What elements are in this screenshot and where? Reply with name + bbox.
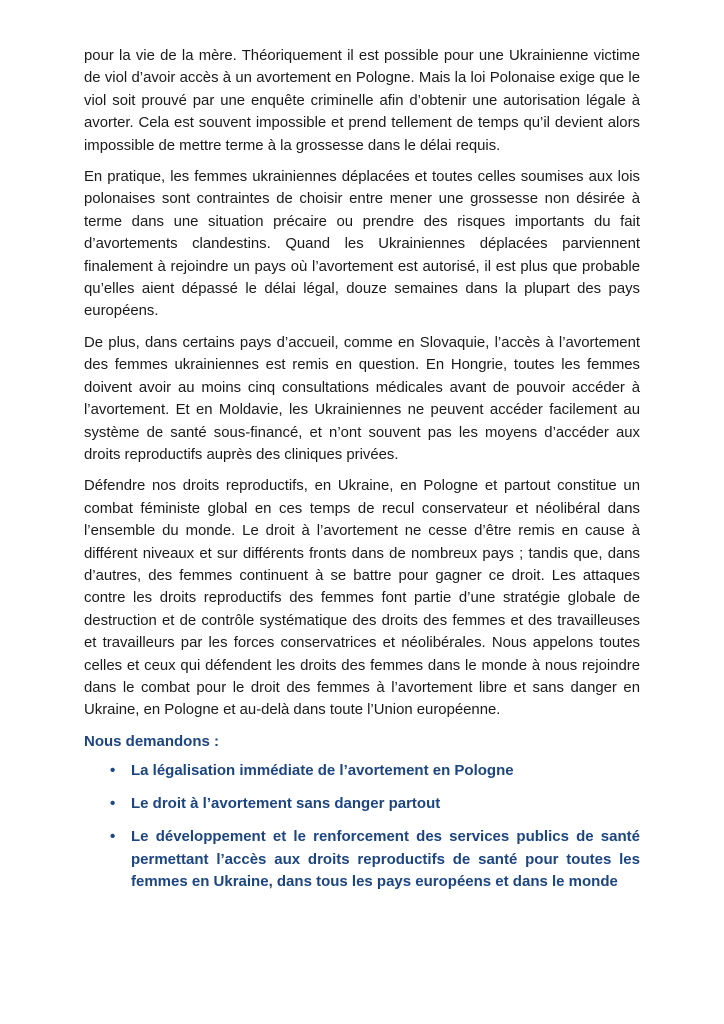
demand-item-text: La légalisation immédiate de l’avortement en Pologne (131, 762, 514, 780)
paragraph-2: En pratique, les femmes ukrainiennes déplacées et toutes celles soumises aux lois polonaises sont contraintes de choisir entre mener une grossesse non désirée à terme dans une situation précaire ou prendre des risques importants du fait d’avortements clandestins. Quand les Ukrainiennes déplacées parviennent finalement à rejoindre un pays où l’avortement est autorisé, il est plus que probable qu’elles aient dépassé le délai légal, douze semaines dans la plupart des pays européens. (84, 169, 640, 320)
demands-list (84, 760, 640, 894)
bullet-icon: • (110, 827, 116, 845)
demand-item (84, 760, 640, 783)
demands-heading: Nous demandons : (84, 732, 220, 750)
demand-item (84, 793, 640, 816)
demand-item-text: Le développement et le renforcement des services publics de santé permettant l’accès aux droits reproductifs de santé pour toutes les femmes en Ukraine, dans tous les pays européens et dans le monde (131, 827, 640, 891)
demand-item-text: Le droit à l’avortement sans danger partout (131, 794, 441, 812)
paragraph-4: Défendre nos droits reproductifs, en Ukraine, en Pologne et partout constitue un combat féministe global en ces temps de recul conservateur et néolibéral dans l’ensemble du monde. Le droit à l’avortement ne cesse d’être remis en cause à différent niveaux et sur différents fronts dans de nombreux pays ; tandis que, dans d’autres, des femmes continuent à se battre pour gagner ce droit. Les attaques contre les droits reproductifs des femmes font partie d’une stratégie globale de destruction et de contrôle systématique des droits des femmes et des travailleuses et travailleurs par les forces conservatrices et néolibérales. Nous appelons toutes celles et ceux qui défendent les droits des femmes dans le monde à nous rejoindre dans le combat pour le droit des femmes à l’avortement libre et sans danger en Ukraine, en Pologne et au-delà dans toute l’Union européenne. (84, 478, 640, 719)
bullet-icon: • (110, 794, 116, 812)
paragraph-3: De plus, dans certains pays d’accueil, comme en Slovaquie, l’accès à l’avortement des femmes ukrainiennes est remis en question. En Hongrie, toutes les femmes doivent avoir au moins cinq consultations médicales avant de pouvoir accéder à l’avortement. Et en Moldavie, les Ukrainiennes ne peuvent accéder facilement au système de santé sous-financé, et n’ont souvent pas les moyens d’accéder aux droits reproductifs auprès des cliniques privées. (84, 334, 640, 463)
demand-item (84, 826, 640, 894)
bullet-icon: • (110, 762, 116, 780)
paragraph-1: pour la vie de la mère. Théoriquement il est possible pour une Ukrainienne victime de viol d’avoir accès à un avortement en Pologne. Mais la loi Polonaise exige que le viol soit prouvé par une enquête criminelle afin d’obtenir une autorisation légale à avorter. Cela est souvent impossible et prend tellement de temps qu’il devient alors impossible de mettre terme à la grossesse dans le délai requis. (84, 48, 640, 154)
